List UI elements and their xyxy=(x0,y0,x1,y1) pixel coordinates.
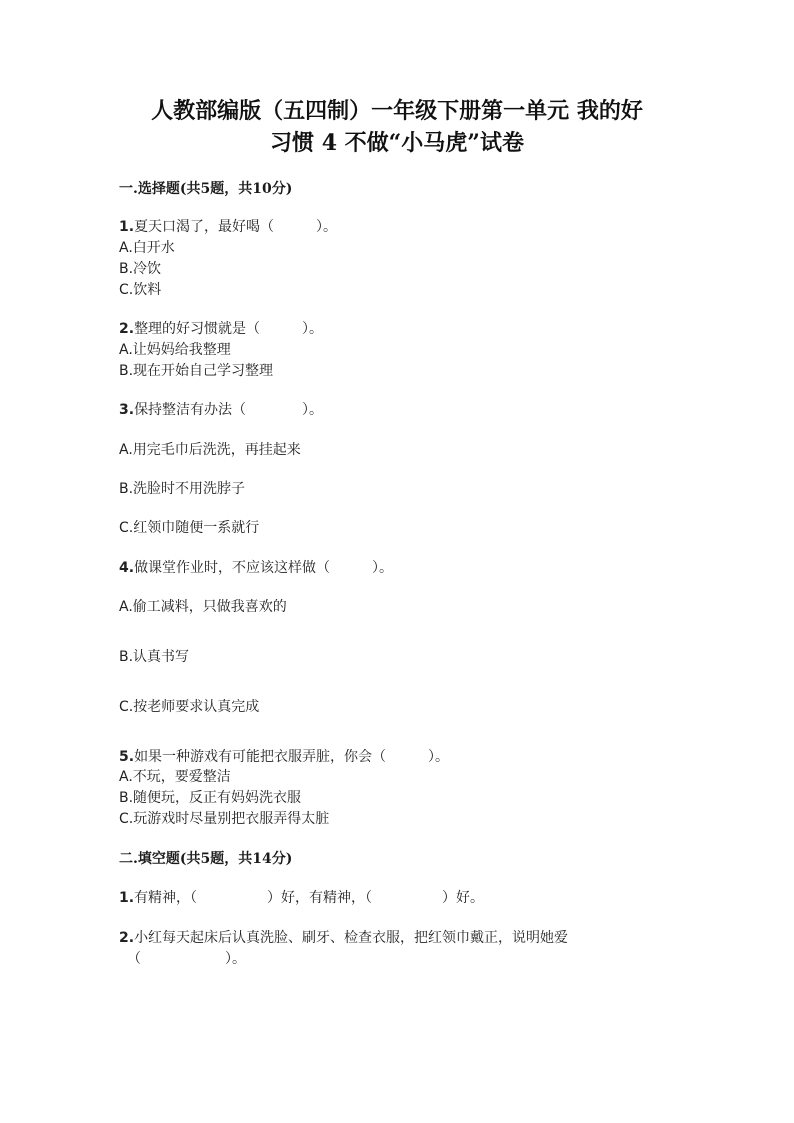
q4-option-c: C.按老师要求认真完成 xyxy=(119,699,260,715)
question-number: 5. xyxy=(119,749,135,765)
q5-option-b: B.随便玩，反正有妈妈洗衣服 xyxy=(119,790,302,806)
fill-question-2 xyxy=(119,929,568,947)
section-heading-fill-in: 二.填空题(共5题，共14分) xyxy=(119,851,293,867)
question-text: 小红每天起床后认真洗脸、刷牙、检查衣服，把红领巾戴正，说明她爱 xyxy=(134,930,569,946)
q3-option-c: C.红领巾随便一系就行 xyxy=(119,520,260,536)
question-number: 2. xyxy=(119,321,135,337)
fill-question-2-continuation: （ ）。 xyxy=(127,951,246,967)
exam-title-line-2: 习惯 4 不做“小马虎”试卷 xyxy=(270,130,524,156)
question-text: 夏天口渴了，最好喝（ ）。 xyxy=(134,219,338,235)
q1-option-c: C.饮料 xyxy=(119,282,162,298)
question-text: 如果一种游戏有可能把衣服弄脏，你会（ ）。 xyxy=(134,749,450,765)
q2-option-a: A.让妈妈给我整理 xyxy=(119,342,231,358)
question-number: 4. xyxy=(119,560,135,576)
q3-option-a: A.用完毛巾后洗洗，再挂起来 xyxy=(119,442,301,458)
q5-option-a: A.不玩，要爱整洁 xyxy=(119,769,231,785)
question-text: 保持整洁有办法（ ）。 xyxy=(134,402,324,418)
question-2 xyxy=(119,320,323,338)
question-number: 2. xyxy=(119,930,135,946)
question-text: 有精神，（ ）好，有精神，（ ）好。 xyxy=(134,890,485,906)
exam-title-line-1: 人教部编版（五四制）一年级下册第一单元 我的好 xyxy=(151,98,643,124)
q2-option-b: B.现在开始自己学习整理 xyxy=(119,363,274,379)
question-number: 3. xyxy=(119,402,135,418)
section-heading-multiple-choice: 一.选择题(共5题，共10分) xyxy=(119,181,293,197)
q1-option-a: A.白开水 xyxy=(119,240,175,256)
question-1 xyxy=(119,218,337,236)
question-number: 1. xyxy=(119,219,135,235)
q3-option-b: B.洗脸时不用洗脖子 xyxy=(119,481,246,497)
question-text: 整理的好习惯就是（ ）。 xyxy=(134,321,324,337)
q5-option-c: C.玩游戏时尽量别把衣服弄得太脏 xyxy=(119,811,330,827)
q4-option-b: B.认真书写 xyxy=(119,649,190,665)
question-5 xyxy=(119,748,449,766)
question-number: 1. xyxy=(119,890,135,906)
q1-option-b: B.冷饮 xyxy=(119,261,162,277)
question-3 xyxy=(119,401,323,419)
q4-option-a: A.偷工减料，只做我喜欢的 xyxy=(119,599,287,615)
question-text: 做课堂作业时，不应该这样做（ ）。 xyxy=(134,560,394,576)
question-4 xyxy=(119,559,393,577)
fill-question-1 xyxy=(119,889,484,907)
